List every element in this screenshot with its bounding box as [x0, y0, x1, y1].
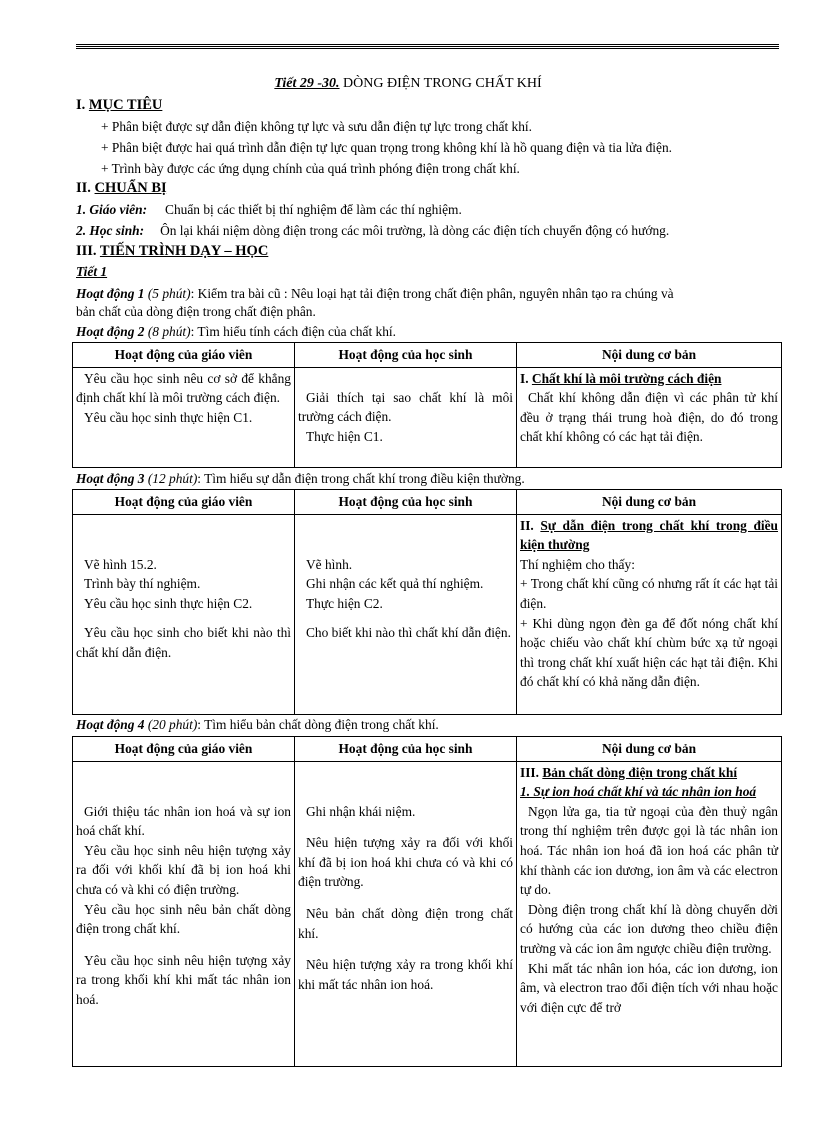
section-preparation-heading: II. CHUẨN BỊ [76, 180, 167, 196]
col-teacher-header: Hoạt động của giáo viên [73, 737, 295, 762]
content-cell: II. Sự dẫn điện trong chất khí trong điều kiện thường Thí nghiệm cho thấy: + Trong chất khí cũng có nhưng rất ít các hạt tải điện. + Khi dùng ngọn đèn ga để đốt nóng chất khí hoặc chiếu vào chất khí chùm bức xạ tử ngoại thì trong chất khí xuất hiện các hạt tải điện. Khi đó chất khí có khả năng dẫn điện. [517, 514, 782, 714]
objective-item: + Trình bày được các ứng dụng chính của quá trình phóng điện trong chất khí. [101, 161, 520, 176]
teacher-preparation: 1. Giáo viên: Chuẩn bị các thiết bị thí nghiệm để làm các thí nghiệm. [76, 202, 462, 217]
col-teacher-header: Hoạt động của giáo viên [73, 490, 295, 515]
content-cell: III. Bản chất dòng điện trong chất khí 1. Sự ion hoá chất khí và tác nhân ion hoá Ngọn lửa ga, tia tử ngoại của đèn thuỷ ngân trong thí nghiệm trên được gọi là tác nhân ion hoá. Tác nhân ion hoá đã ion hoá các phân tử khí thành các ion dương, ion âm và các electron tự do. Dòng điện trong chất khí là dòng chuyển dời có hướng của các ion dương theo chiều điện trường và các ion âm ngược chiều điện trường. Khi mất tác nhân ion hóa, các ion dương, ion âm, và electron trao đổi điện tích với nhau hoặc với điện cực để trở [517, 761, 782, 1066]
col-content-header: Nội dung cơ bản [517, 343, 782, 368]
col-teacher-header: Hoạt động của giáo viên [73, 343, 295, 368]
student-cell: Ghi nhận khái niệm. Nêu hiện tượng xảy ra đối với khối khí đã bị ion hoá khi chưa có và khi có điện trường. Nêu bản chất dòng điện trong chất khí. Nêu hiện tượng xảy ra trong khối khí khi mất tác nhân ion hoá. [295, 761, 517, 1066]
activity-1: Hoạt động 1 (5 phút): Kiểm tra bài cũ : Nêu loại hạt tải điện trong chất điện phân, nguyên nhân tạo ra chúng và [76, 286, 674, 301]
col-student-header: Hoạt động của học sinh [295, 737, 517, 762]
content-cell: I. Chất khí là môi trường cách điện Chất khí không dẫn điện vì các phân tử khí đều ở trạng thái trung hoà điện, do đó trong chất khí không có các hạt tải điện. [517, 367, 782, 467]
activity-3-table [72, 489, 782, 715]
teacher-cell: Vẽ hình 15.2. Trình bày thí nghiệm. Yêu cầu học sinh thực hiện C2. Yêu cầu học sinh cho biết khi nào thì chất khí dẫn điện. [73, 514, 295, 714]
activity-2-table [72, 342, 782, 468]
header-rule-thin [76, 48, 779, 49]
activity-1-cont: bản chất của dòng điện trong chất điện phân. [76, 304, 316, 319]
lesson-name: DÒNG ĐIỆN TRONG CHẤT KHÍ [343, 76, 542, 91]
page-title [0, 76, 816, 92]
activity-4-table [72, 736, 782, 1067]
period-label: Tiết 1 [76, 264, 108, 279]
col-student-header: Hoạt động của học sinh [295, 490, 517, 515]
objective-item: + Phân biệt được sự dẫn điện không tự lực và sưu dẫn điện tự lực trong chất khí. [101, 119, 532, 134]
activity-3: Hoạt động 3 (12 phút): Tìm hiểu sự dẫn điện trong chất khí trong điều kiện thường. [76, 471, 525, 486]
student-preparation: 2. Học sinh: Ôn lại khái niệm dòng điện trong các môi trường, là dòng các điện tích chuyển động có hướng. [76, 223, 670, 238]
section-procedure-heading: III. TIẾN TRÌNH DẠY – HỌC [76, 243, 269, 259]
col-content-header: Nội dung cơ bản [517, 737, 782, 762]
teacher-cell: Giới thiệu tác nhân ion hoá và sự ion hoá chất khí. Yêu cầu học sinh nêu hiện tượng xảy ra đối với khối khí đã bị ion hoá khi chưa có và khi có điện trường. Yêu cầu học sinh nêu bản chất dòng điện trong chất khí. Yêu cầu học sinh nêu hiện tượng xảy ra trong khối khí khi mất tác nhân ion hoá. [73, 761, 295, 1066]
section-objectives-heading: I. MỤC TIÊU [76, 97, 163, 113]
lesson-number: Tiết 29 -30. [274, 76, 340, 91]
objective-item: + Phân biệt được hai quá trình dẫn điện tự lực quan trọng trong không khí là hồ quang điện và tia lửa điện. [101, 140, 672, 155]
col-student-header: Hoạt động của học sinh [295, 343, 517, 368]
student-cell: Giải thích tại sao chất khí là môi trường cách điện. Thực hiện C1. [295, 367, 517, 467]
student-cell: Vẽ hình. Ghi nhận các kết quả thí nghiệm. Thực hiện C2. Cho biết khi nào thì chất khí dẫn điện. [295, 514, 517, 714]
teacher-cell: Yêu cầu học sinh nêu cơ sở để khẳng định chất khí là môi trường cách điện. Yêu cầu học sinh thực hiện C1. [73, 367, 295, 467]
col-content-header: Nội dung cơ bản [517, 490, 782, 515]
header-rule [76, 44, 779, 47]
activity-2: Hoạt động 2 (8 phút): Tìm hiểu tính cách điện của chất khí. [76, 324, 396, 339]
activity-4: Hoạt động 4 (20 phút): Tìm hiểu bản chất dòng điện trong chất khí. [76, 717, 439, 732]
